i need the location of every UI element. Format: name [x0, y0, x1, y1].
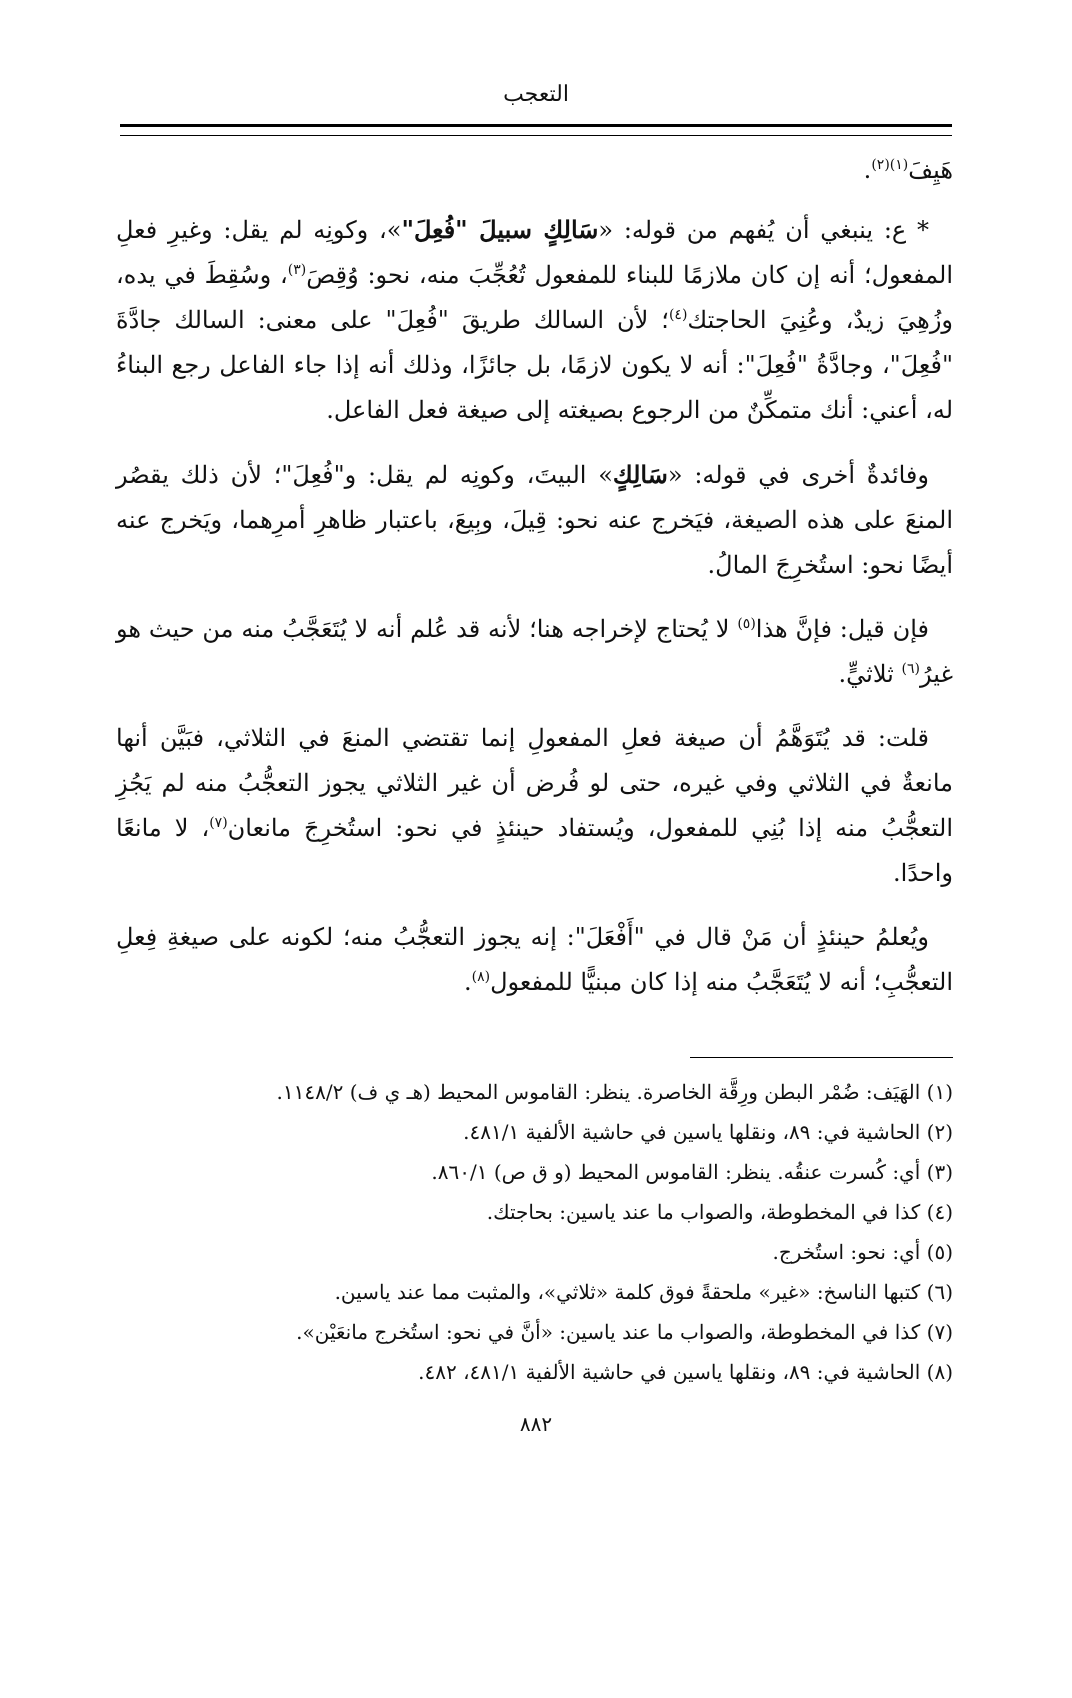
footnote: (٣) أي: كُسرت عنقُه. ينظر: القاموس المحيط (و ق ص) ٨٦٠/١. — [431, 1160, 953, 1184]
main-text — [116, 148, 953, 1024]
footnote-ref: (٣) — [287, 262, 307, 278]
footnote-ref: (٥) — [737, 616, 756, 632]
header-rule-thin — [120, 135, 952, 136]
footnote-ref: (٧) — [209, 815, 228, 831]
footnote-ref: (٤) — [668, 307, 688, 323]
footnotes — [116, 1072, 953, 1392]
footnote: (٤) كذا في المخطوطة، والصواب ما عند ياسين: بحاجتك. — [486, 1200, 953, 1224]
footnote: (٥) أي: نحو: استُخرج. — [772, 1240, 953, 1264]
footnote-ref: (١) — [889, 157, 909, 173]
paragraph-continuation: هَيِفَ$^{(١)(٢)}$. — [863, 156, 953, 184]
running-header: التعجب — [503, 82, 569, 107]
footnote-ref: (٨) — [471, 969, 491, 985]
footnote-ref: (٢) — [871, 157, 890, 173]
quoted-verse: سَالِكٍ — [612, 460, 668, 489]
paragraph: فإن قيل: فإنَّ هذا$^{(٥)}$ لا يُحتاج لإخراجه هنا؛ لأنه قد عُلم أنه لا يُتَعَجَّبُ منه من حيث هو غيرُ$^{(٦)}$ ثلاثيٍّ. — [116, 615, 953, 688]
paragraph: * ع: ينبغي أن يُفهم من قوله: «سَالِكٍ سبيلَ "فُعِلَ"»، وكونِه لم يقل: وغيرِ فعلِ المفعول؛ أنه إن كان ملازمًا للبناء للمفعول تُعُجِّبَ منه، نحو: وُقِصَ$^{(٣)}$، وسُقِطَ في يده، وزُهِيَ زيدٌ، وعُنِيَ الحاجتك$^{(٤)}$؛ لأن السالك طريقَ "فُعِلَ" على معنى: السالك جادَّةَ "فُعِلَ"، وجادَّةُ "فُعِلَ": أنه لا يكون لازمًا، بل جائزًا، وذلك أنه إذا جاء الفاعل رجع البناءُ له، أعني: أنك متمكِّنٌ من الرجوع بصيغته إلى صيغة فعل الفاعل. — [116, 215, 953, 424]
quoted-verse: سَالِكٍ سبيلَ "فُعِلَ" — [401, 215, 599, 244]
footnote: (١) الهَيَف: ضُمْر البطن ورِقَّة الخاصرة. ينظر: القاموس المحيط (هـ ي ف) ١١٤٨/٢. — [276, 1080, 953, 1104]
page-number: ٨٨٢ — [519, 1412, 553, 1436]
footnote-separator — [690, 1057, 953, 1058]
header-rule-thick — [120, 124, 952, 127]
footnote: (٨) الحاشية في: ٨٩، ونقلها ياسين في حاشية الألفية ٤٨١/١، ٤٨٢. — [418, 1360, 953, 1384]
footnote-ref: (٦) — [901, 661, 920, 677]
footnote: (٢) الحاشية في: ٨٩، ونقلها ياسين في حاشية الألفية ٤٨١/١. — [463, 1120, 953, 1144]
footnote: (٦) كتبها الناسخ: «غير» ملحقةً فوق كلمة «ثلاثي»، والمثبت مما عند ياسين. — [334, 1280, 953, 1304]
paragraph: وفائدةٌ أخرى في قوله: «سَالِكٍ» البيتَ، وكونِه لم يقل: و"فُعِلَ"؛ لأن ذلك يقصُر المنعَ على هذه الصيغة، فيَخرج عنه نحو: قِيلَ، وبِيعَ، باعتبار ظاهرِ أمرِهما، ويَخرج عنه أيضًا نحو: استُخرِجَ المالُ. — [116, 460, 953, 579]
footnote: (٧) كذا في المخطوطة، والصواب ما عند ياسين: «أنَّ في نحو: استُخرج مانعَيْن». — [296, 1320, 953, 1344]
paragraph: ويُعلمُ حينئذٍ أن مَنْ قال في "أَفْعَلَ": إنه يجوز التعجُّبُ منه؛ لكونه على صيغةِ فِعلِ التعجُّبِ؛ أنه لا يُتَعَجَّبُ منه إذا كان مبنيًّا للمفعول$^{(٨)}$. — [116, 923, 953, 996]
paragraph: قلت: قد يُتَوَهَّمُ أن صيغة فعلِ المفعولِ إنما تقتضي المنعَ في الثلاثي، فبَيَّن أنها مانعةٌ في الثلاثي وفي غيره، حتى لو فُرض أن غير الثلاثي يجوز التعجُّبُ منه لم يَجُزِ التعجُّبُ منه إذا بُنِي للمفعول، ويُستفاد حينئذٍ في نحو: استُخرِجَ مانعان$^{(٧)}$، لا مانعًا واحدًا. — [116, 724, 953, 887]
